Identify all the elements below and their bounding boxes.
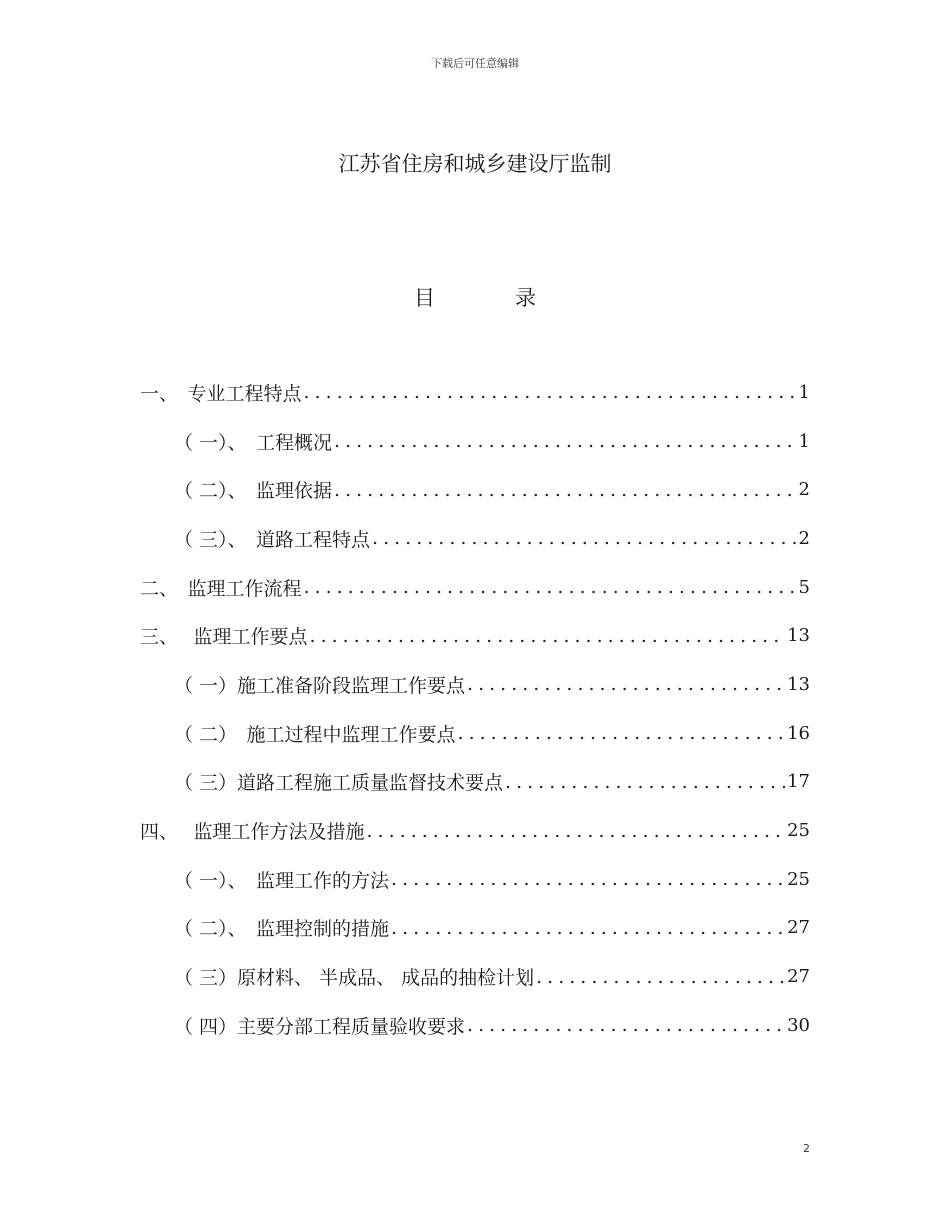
toc-entry-label: 二、 监理工作流程 [140,577,302,600]
toc-dot-leader [334,479,797,501]
toc-entry[interactable] [140,611,810,660]
toc-entry-label: （ 三）原材料、 半成品、 成品的抽检计划 [174,967,535,990]
toc-entry-page: 2 [798,527,810,549]
toc-entry[interactable] [140,758,810,807]
toc-entry-label: 三、 监理工作要点 [140,626,308,649]
toc-entry-label: （ 三）道路工程施工质量监督技术要点 [174,772,504,795]
table-of-contents [140,368,810,1050]
toc-entry[interactable] [140,952,810,1001]
toc-entry[interactable] [140,1001,810,1050]
toc-entry[interactable] [140,563,810,612]
toc-entry[interactable] [140,417,810,466]
toc-entry[interactable] [140,514,810,563]
toc-dot-leader [310,625,786,647]
toc-entry-page: 13 [787,673,810,695]
toc-dot-leader [505,771,785,793]
toc-entry[interactable] [140,660,810,709]
toc-entry-label: （ 一）施工准备阶段监理工作要点 [174,674,466,697]
toc-entry-page: 1 [798,430,810,452]
toc-dot-leader [458,722,786,744]
toc-entry-page: 30 [787,1014,810,1036]
toc-dot-leader [334,430,797,452]
toc-entry-page: 2 [798,479,810,501]
toc-entry[interactable] [140,465,810,514]
toc-entry-page: 27 [787,917,810,939]
toc-dot-leader [536,966,785,988]
toc-dot-leader [467,673,785,695]
toc-entry-label: 一、 专业工程特点 [140,382,302,405]
toc-dot-leader [467,1014,785,1036]
toc-entry[interactable] [140,855,810,904]
toc-entry[interactable] [140,368,810,417]
header-note: 下载后可任意编辑 [431,57,519,70]
page-number: 2 [803,1142,810,1155]
toc-entry-label: （ 一）、 监理工作的方法 [174,869,390,892]
toc-dot-leader [391,917,785,939]
toc-entry-page: 17 [787,771,810,793]
toc-entry-page: 1 [798,381,810,403]
toc-dot-leader [391,868,785,890]
toc-entry-page: 25 [787,868,810,890]
toc-entry[interactable] [140,904,810,953]
toc-dot-leader [304,576,797,598]
toc-entry-label: （ 三）、 道路工程特点 [174,528,371,551]
toc-entry[interactable] [140,806,810,855]
toc-entry-label: 四、 监理工作方法及措施 [140,821,365,844]
toc-entry-page: 16 [787,722,810,744]
toc-dot-leader [367,820,786,842]
toc-entry-page: 27 [787,966,810,988]
toc-heading-left: 目 [414,286,435,310]
org-title: 江苏省住房和城乡建设厅监制 [338,152,612,176]
toc-heading [0,282,950,312]
toc-heading-right: 录 [515,286,536,310]
toc-dot-leader [372,527,797,549]
toc-entry-page: 13 [787,625,810,647]
toc-entry-page: 25 [787,820,810,842]
toc-entry-page: 5 [798,576,810,598]
toc-entry-label: （ 二）、 监理控制的措施 [174,918,390,941]
toc-dot-leader [304,381,797,403]
toc-entry-label: （ 二） 施工过程中监理工作要点 [174,723,456,746]
toc-entry-label: （ 四）主要分部工程质量验收要求 [174,1015,466,1038]
toc-entry[interactable] [140,709,810,758]
toc-entry-label: （ 二）、 监理依据 [174,480,333,503]
toc-entry-label: （ 一）、 工程概况 [174,431,333,454]
